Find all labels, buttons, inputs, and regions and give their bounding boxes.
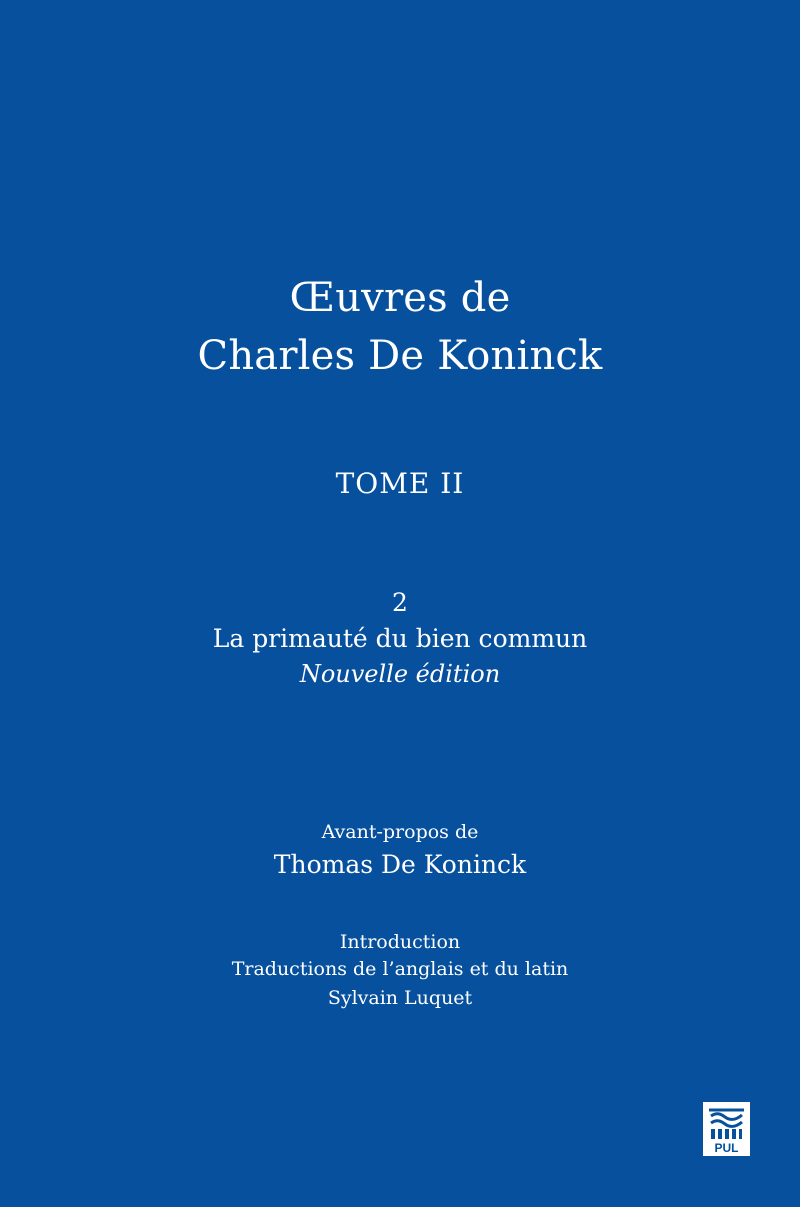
publisher-logo: [703, 1102, 750, 1156]
volume-title: La primauté du bien commun: [212, 624, 588, 653]
foreword-author: Thomas De Koninck: [273, 850, 527, 879]
pul-logo-icon: [703, 1102, 750, 1156]
series-title-line-1: Œuvres de: [289, 275, 511, 321]
tome-label: TOME II: [335, 467, 465, 500]
translator-name: Sylvain Luquet: [327, 987, 473, 1009]
edition-label: Nouvelle édition: [299, 660, 501, 688]
volume-number: 2: [392, 588, 408, 617]
logo-text: PUL: [714, 1141, 739, 1155]
series-title-line-2: Charles De Koninck: [197, 333, 603, 379]
translation-label: Traductions de l’anglais et du latin: [231, 958, 569, 980]
foreword-label: Avant-propos de: [321, 821, 479, 843]
introduction-label: Introduction: [339, 931, 461, 953]
